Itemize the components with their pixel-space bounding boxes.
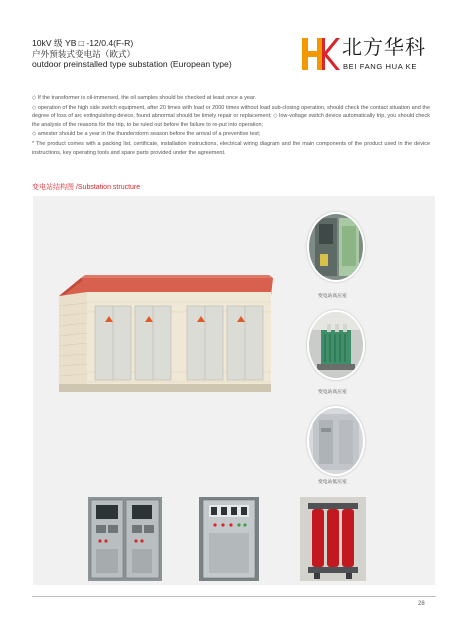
component-label: 变电站低压室 xyxy=(318,480,347,485)
footer-divider xyxy=(32,596,436,597)
logo-en-text: BEI FANG HUA KE xyxy=(343,62,417,71)
note-paragraph: * The product comes with a packing list, certificate, installation instructions, electrical wiring diagram and the main components of the product used in the device instructions, key operating tools and spare parts provided under the agreement. xyxy=(32,140,430,156)
note-paragraph: ◇ operation of the high side switch equipment, after 20 times with load or 2000 times without load sub-closing operation, should check the contact situation and the degree of loss of arc extinguishing device, found abnormal should be timely repair or replacement; ◇ low-voltage switch device automatically trip, you should check the analysis of the reasons for the trip, to be ruled out before the failure to re-put into operation; xyxy=(32,104,430,128)
hk-logo-icon xyxy=(300,36,340,72)
hv-room-image xyxy=(309,214,363,280)
hv-room-photo xyxy=(307,212,365,282)
dry-transformer-image xyxy=(300,497,366,581)
component-label: 变电站高压室 xyxy=(318,294,347,299)
section-title: 变电站结构图 /Substation structure xyxy=(32,184,141,191)
cn-title: 户外预装式变电站（欧式） xyxy=(32,48,136,59)
lv-room-image xyxy=(309,408,363,474)
transformer-room-image xyxy=(309,312,363,378)
switchgear-panel-image xyxy=(88,497,162,581)
transformer-room-photo xyxy=(307,310,365,380)
lv-room-photo xyxy=(307,406,365,476)
component-label: 变电站高压室 xyxy=(318,390,347,395)
note-paragraph: ◇ If the transformer is oil-immersed, the oil samples should be checked at least once a year. xyxy=(32,95,257,101)
substation-illustration xyxy=(51,272,279,394)
page-number: 28 xyxy=(418,601,425,607)
maintenance-notes xyxy=(32,94,430,158)
note-paragraph: ◇ amester should be a year in the thunderstorm season before the arrival of a preventive test; xyxy=(32,131,261,138)
title-block xyxy=(32,38,292,70)
lv-cabinet-image xyxy=(199,497,259,581)
en-title: outdoor preinstalled type substation (European type) xyxy=(32,59,232,69)
model-line: 10kV 级 YB □ -12/0.4(F-R) xyxy=(32,38,134,48)
brand-logo xyxy=(300,36,440,76)
logo-cn-text: 北方华科 xyxy=(342,37,426,59)
